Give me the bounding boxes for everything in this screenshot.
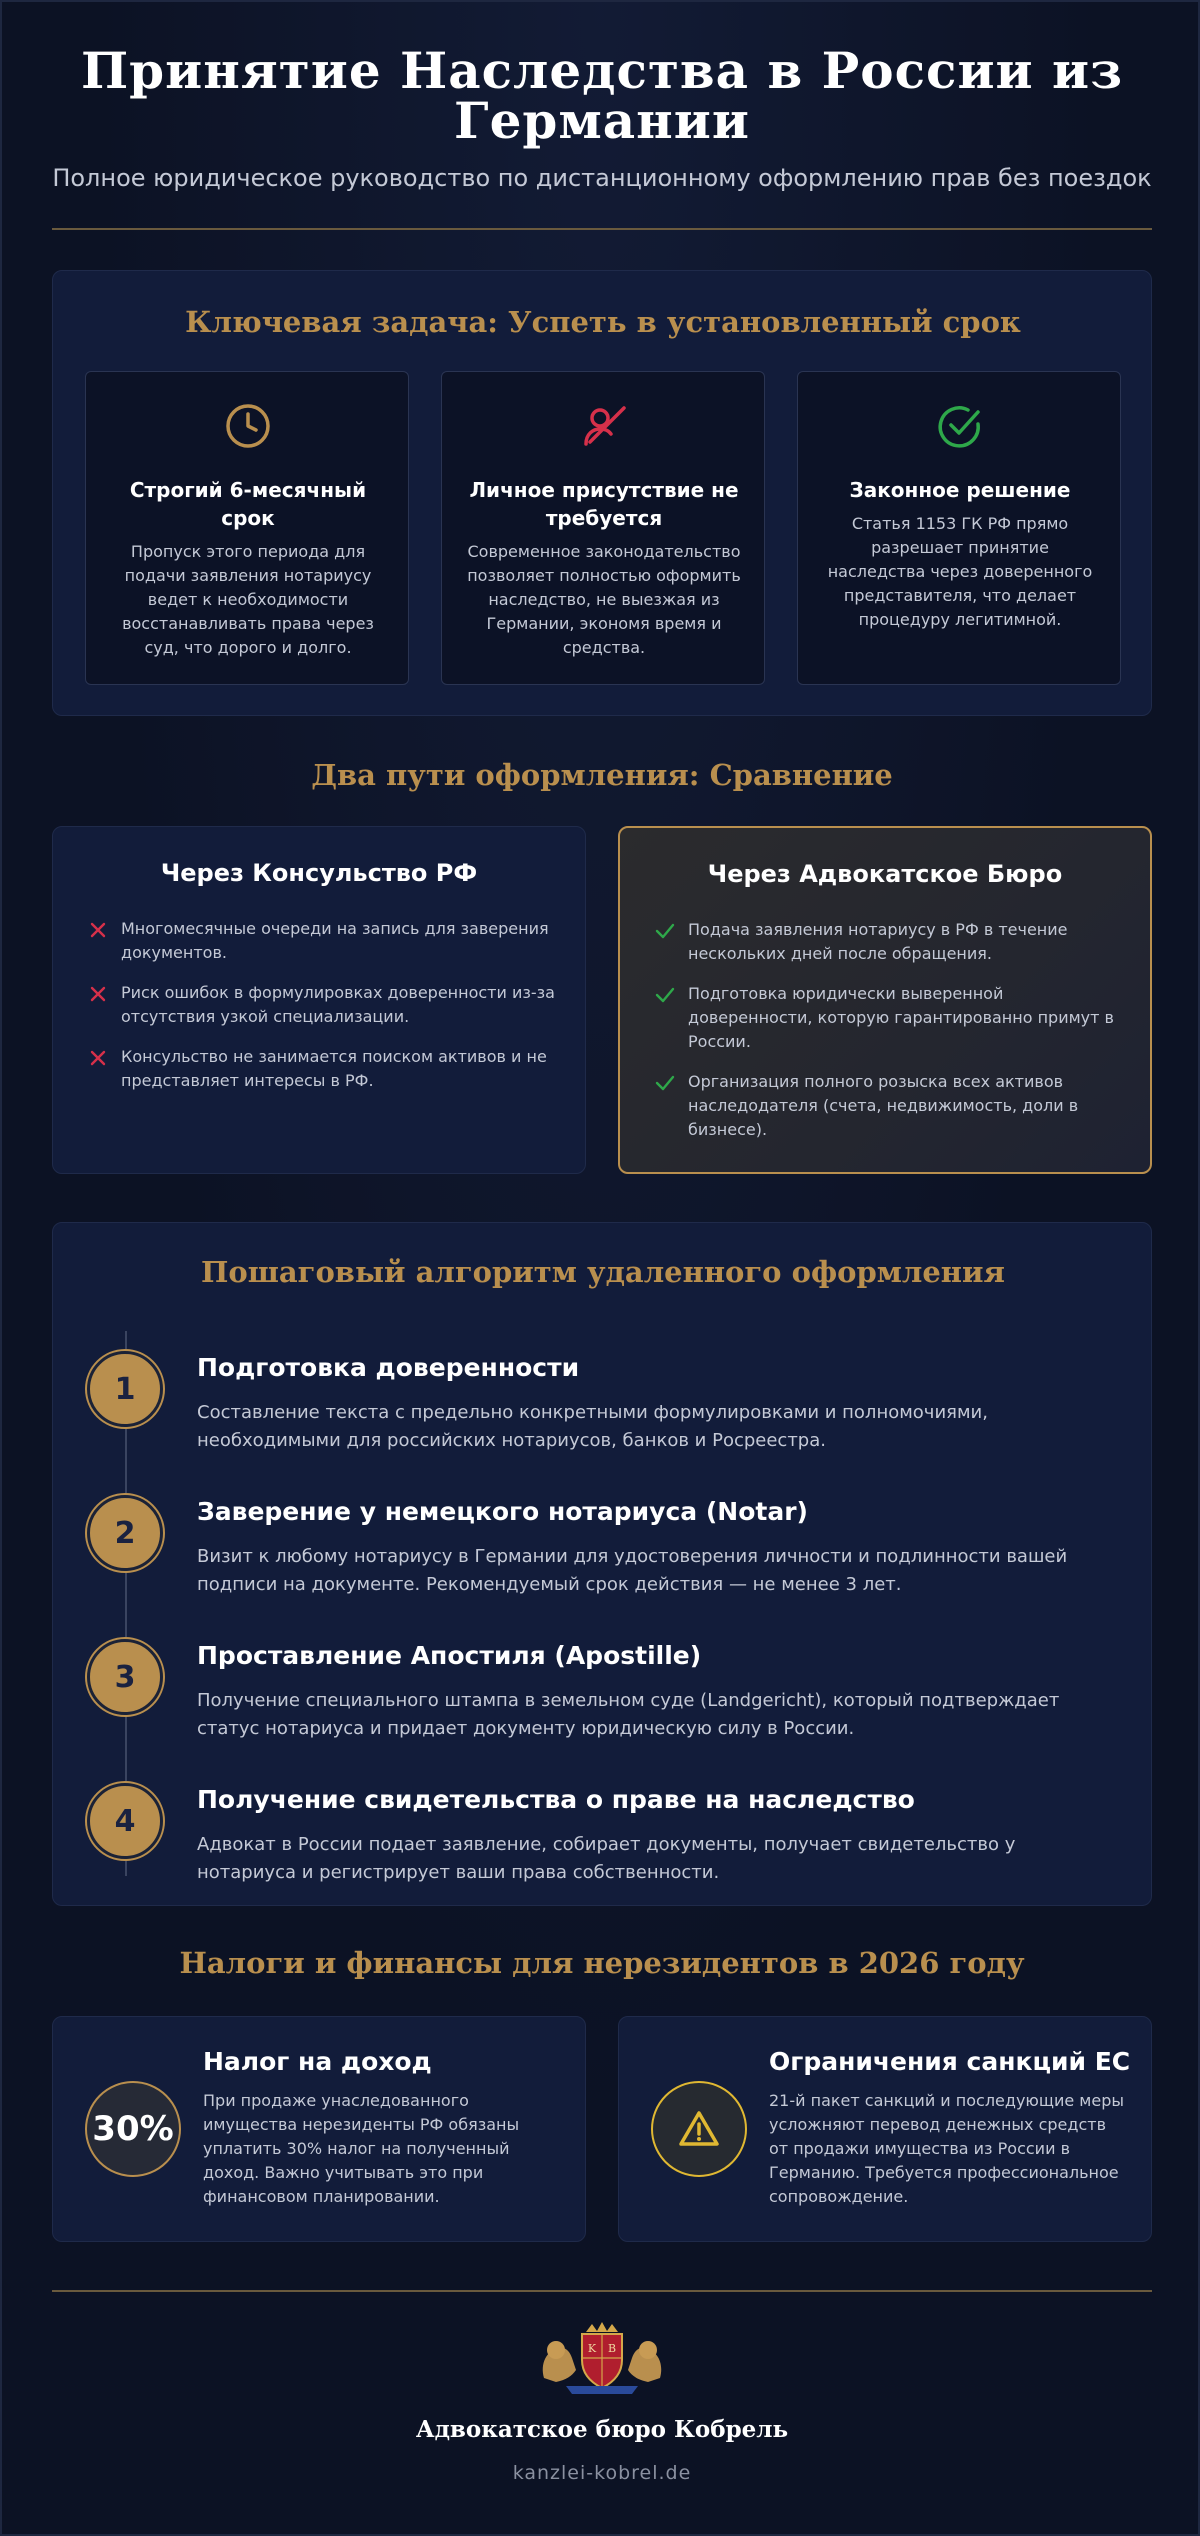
algorithm-title: Пошаговый алгоритм удаленного оформления <box>201 1255 1005 1289</box>
deadline-card-text: Пропуск этого периода для подачи заявления нотариусу ведет к необходимости восстанавливать права через суд, что дорого и долго. <box>122 542 374 657</box>
legal-solution-card-text: Статья 1153 ГК РФ прямо разрешает принятие наследства через доверенного представителя, что делает процедуру легитимной. <box>827 514 1093 629</box>
bureau-card-title: Через Адвокатское Бюро <box>707 860 1063 888</box>
step-number: 2 <box>87 1495 163 1571</box>
taxes-title: Налоги и финансы для нерезидентов в 2026 году <box>179 1946 1025 1980</box>
bureau-card <box>618 826 1152 1174</box>
warning-icon <box>677 2107 721 2151</box>
income-tax-card <box>52 2016 586 2242</box>
consulate-card <box>52 826 586 1174</box>
user-cancel-icon <box>580 402 628 450</box>
sanctions-title: Ограничения санкций ЕС <box>769 2047 1131 2076</box>
page-title: Принятие Наследства в России из Германии <box>80 41 1124 150</box>
income-tax-title: Налог на доход <box>203 2047 432 2076</box>
key-task-section <box>52 270 1152 716</box>
bureau-item-text: Организация полного розыска всех активов наследодателя (счета, недвижимость, доли в бизнесе). <box>688 1072 1079 1139</box>
check-icon <box>654 1072 676 1094</box>
deadline-card <box>85 371 409 685</box>
step-text: Составление текста с предельно конкретными формулировками и полномочиями, необходимыми для российских нотариусов, банков и Росреестра. <box>197 1402 988 1451</box>
step-number: 4 <box>87 1783 163 1859</box>
page-subtitle: Полное юридическое руководство по дистанционному оформлению прав без поездок <box>52 164 1152 192</box>
sanctions-text: 21-й пакет санкций и последующие меры усложняют перевод денежных средств от продажи имущества из России в Германию. Требуется профессиональное сопровождение. <box>769 2091 1124 2206</box>
step-title: Заверение у немецкого нотариуса (Notar) <box>197 1497 808 1526</box>
legal-solution-card <box>797 371 1121 685</box>
header-divider <box>52 228 1152 230</box>
svg-text:B: B <box>607 2342 617 2355</box>
website-link[interactable]: kanzlei-kobrel.de <box>512 2462 692 2484</box>
step-text: Получение специального штампа в земельном суде (Landgericht), который подтверждает статус нотариуса и придает документу юридическую силу в России. <box>197 1690 1060 1739</box>
bureau-item-text: Подача заявления нотариусу в РФ в течение нескольких дней после обращения. <box>688 920 1068 963</box>
step-number: 1 <box>87 1351 163 1427</box>
clock-icon <box>224 402 272 450</box>
tax-rate-badge: 30% <box>85 2081 181 2177</box>
consulate-item-text: Консульство не занимается поиском активов и не представляет интересы в РФ. <box>121 1047 547 1090</box>
bureau-item-text: Подготовка юридически выверенной доверенности, которую гарантированно примут в России. <box>688 984 1114 1051</box>
no-presence-card-text: Современное законодательство позволяет полностью оформить наследство, не выезжая из Германии, экономя время и средства. <box>467 542 741 657</box>
sanctions-card <box>618 2016 1152 2242</box>
key-task-title: Ключевая задача: Успеть в установленный срок <box>185 305 1021 339</box>
step-number: 3 <box>87 1639 163 1715</box>
legal-solution-card-title: Законное решение <box>849 478 1071 502</box>
footer-divider <box>52 2290 1152 2292</box>
cross-icon <box>87 919 109 941</box>
check-icon <box>654 984 676 1006</box>
step-title: Получение свидетельства о праве на наследство <box>197 1785 915 1814</box>
step-text: Визит к любому нотариусу в Германии для удостоверения личности и подлинности вашей подписи на документе. Рекомендуемый срок действия — не менее 3 лет. <box>197 1546 1068 1595</box>
check-circle-icon <box>936 402 984 450</box>
comparison-title: Два пути оформления: Сравнение <box>311 758 893 792</box>
no-presence-card <box>441 371 765 685</box>
check-icon <box>654 920 676 942</box>
no-presence-card-title: Личное присутствие не требуется <box>469 478 739 530</box>
warning-badge <box>651 2081 747 2177</box>
svg-text:K: K <box>587 2342 597 2355</box>
deadline-card-title: Строгий 6-месячный срок <box>129 478 367 530</box>
consulate-card-title: Через Консульство РФ <box>160 859 478 887</box>
cross-icon <box>87 1047 109 1069</box>
algorithm-section <box>52 1222 1152 1906</box>
consulate-item-text: Многомесячные очереди на запись для заверения документов. <box>121 919 549 962</box>
step-title: Подготовка доверенности <box>197 1353 580 1382</box>
step-title: Проставление Апостиля (Apostille) <box>197 1641 702 1670</box>
consulate-item-text: Риск ошибок в формулировках доверенности из-за отсутствия узкой специализации. <box>121 983 555 1026</box>
cross-icon <box>87 983 109 1005</box>
firm-logo <box>526 2320 678 2400</box>
income-tax-text: При продаже унаследованного имущества нерезиденты РФ обязаны уплатить 30% налог на полученный доход. Важно учитывать это при финансовом планировании. <box>203 2091 520 2206</box>
firm-name: Адвокатское бюро Кобрель <box>415 2416 789 2443</box>
step-text: Адвокат в России подает заявление, собирает документы, получает свидетельство у нотариуса и регистрирует ваши права собственности. <box>197 1834 1016 1883</box>
